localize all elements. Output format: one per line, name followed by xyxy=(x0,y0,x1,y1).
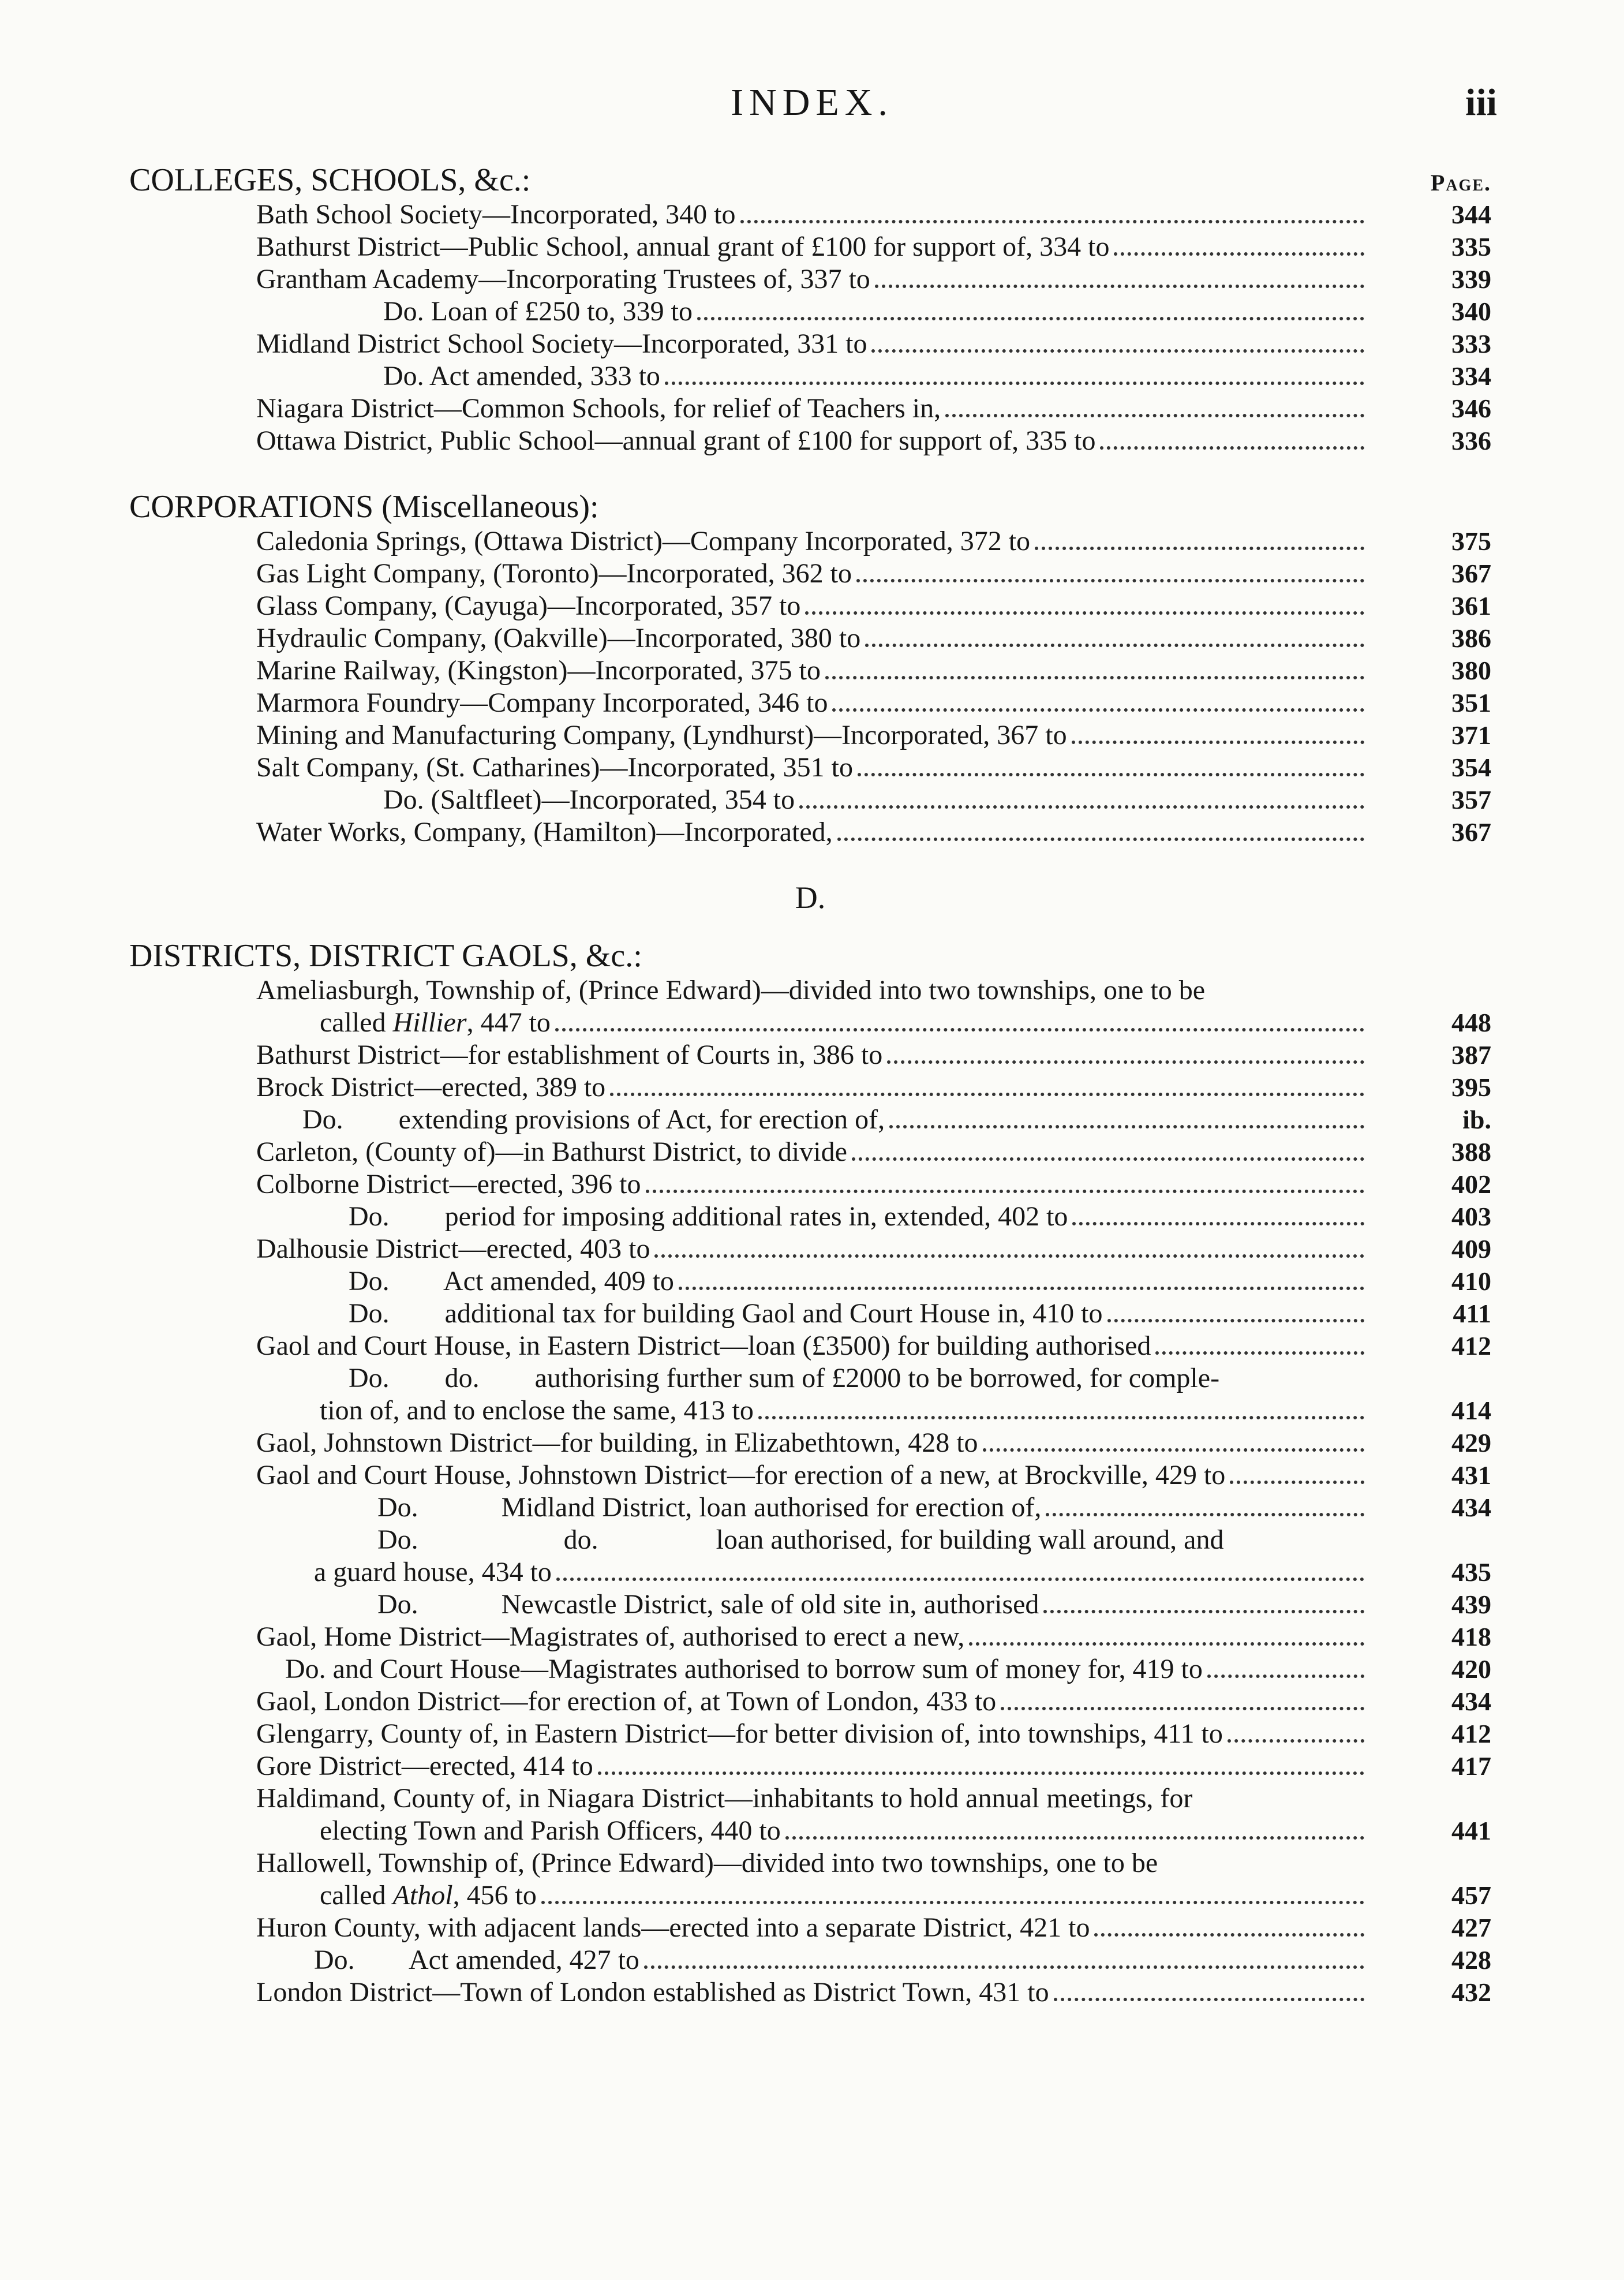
index-entry xyxy=(129,1492,1491,1524)
page-ref: 336 xyxy=(1451,426,1491,455)
dot-leader xyxy=(556,1578,1364,1581)
index-entry xyxy=(129,655,1491,687)
index-entry xyxy=(129,1039,1491,1071)
index-entry xyxy=(129,1685,1491,1718)
dot-leader xyxy=(945,414,1364,417)
page-column-label: Page. xyxy=(1430,170,1491,196)
section-heading: CORPORATIONS (Miscellaneous): xyxy=(129,489,599,525)
page-ref: 367 xyxy=(1451,559,1491,588)
page-ref: 380 xyxy=(1451,656,1491,685)
index-entry xyxy=(129,816,1491,849)
index-entry xyxy=(129,1879,1491,1912)
dot-leader xyxy=(858,773,1364,776)
index-entry xyxy=(129,231,1491,263)
entry-text: Ottawa District, Public School—annual grant of £100 for support of, 335 to xyxy=(256,425,1096,456)
index-entry xyxy=(129,1265,1491,1298)
entry-text: Marine Railway, (Kingston)—Incorporated, 375 to xyxy=(256,655,821,686)
dot-leader xyxy=(1114,252,1364,256)
section-corporations xyxy=(129,488,1491,849)
dot-leader xyxy=(541,1901,1364,1904)
page-ref: 411 xyxy=(1453,1299,1491,1328)
section-districts xyxy=(129,937,1491,2009)
entry-text: Do. do. loan authorised, for building wall around, and xyxy=(377,1524,1224,1555)
entry-text: electing Town and Parish Officers, 440 to xyxy=(320,1815,781,1846)
entry-text: Gas Light Company, (Toronto)—Incorporated, 362 to xyxy=(256,558,852,589)
index-entry xyxy=(129,1653,1491,1685)
page-ref: 339 xyxy=(1451,264,1491,294)
dot-leader xyxy=(865,644,1364,647)
entry-text-post: , 447 to xyxy=(466,1007,551,1038)
page-ref: 344 xyxy=(1451,200,1491,229)
dot-leader xyxy=(555,1028,1364,1031)
index-entry xyxy=(129,1071,1491,1104)
page-title: INDEX. xyxy=(731,81,893,124)
dot-leader xyxy=(758,1416,1364,1419)
page-ref: 429 xyxy=(1451,1428,1491,1457)
entry-text: London District—Town of London established as District Town, 431 to xyxy=(256,1977,1049,2008)
page-ref: 340 xyxy=(1451,297,1491,326)
dot-leader xyxy=(983,1448,1364,1452)
index-entry xyxy=(129,328,1491,360)
index-entry xyxy=(129,1168,1491,1201)
dot-leader xyxy=(679,1287,1364,1290)
entry-text: Do. (Saltfleet)—Incorporated, 354 to xyxy=(383,784,795,815)
page-ref: 402 xyxy=(1451,1169,1491,1199)
entry-text: Do. extending provisions of Act, for erection of, xyxy=(302,1104,885,1135)
entry-text: Colborne District—erected, 396 to xyxy=(256,1169,641,1199)
dot-leader xyxy=(875,285,1364,288)
page-ref: 371 xyxy=(1451,720,1491,750)
index-entry xyxy=(129,590,1491,622)
page-ref: 427 xyxy=(1451,1913,1491,1942)
index-entry xyxy=(129,199,1491,231)
dot-leader xyxy=(1035,547,1364,550)
page-ref: 414 xyxy=(1451,1396,1491,1425)
page-ref: 386 xyxy=(1451,623,1491,653)
entry-text: Do. Midland District, loan authorised for erection of, xyxy=(377,1492,1042,1523)
index-entry xyxy=(129,1718,1491,1750)
page-ref: 333 xyxy=(1451,329,1491,358)
entry-text xyxy=(320,1007,555,1039)
page-ref: 432 xyxy=(1451,1978,1491,2007)
page-ref: 410 xyxy=(1451,1266,1491,1296)
index-entry xyxy=(129,1621,1491,1653)
index-entry xyxy=(129,622,1491,655)
dot-leader xyxy=(1228,1739,1364,1743)
index-entry xyxy=(129,1588,1491,1621)
index-entry xyxy=(129,296,1491,328)
entry-text: Do. do. authorising further sum of £2000 to be borrowed, for comple- xyxy=(349,1363,1220,1393)
page-ref: 420 xyxy=(1451,1654,1491,1684)
index-entry xyxy=(129,1233,1491,1265)
entry-text: Gaol, London District—for erection of, at Town of London, 433 to xyxy=(256,1686,997,1717)
page-ref: 375 xyxy=(1451,526,1491,556)
page-ref: 395 xyxy=(1451,1072,1491,1102)
page-ref: 361 xyxy=(1451,591,1491,621)
entry-text: Do. period for imposing additional rates in, extended, 402 to xyxy=(349,1201,1068,1232)
page-number: iii xyxy=(1465,81,1497,124)
index-entry xyxy=(129,1298,1491,1330)
section-heading: COLLEGES, SCHOOLS, &c.: xyxy=(129,162,531,198)
page-header xyxy=(0,81,1624,133)
section-heading-row xyxy=(129,162,1491,199)
index-entry xyxy=(129,1427,1491,1459)
dot-leader xyxy=(1207,1675,1364,1678)
dot-leader xyxy=(1001,1707,1364,1710)
entry-text-pre: called xyxy=(320,1880,393,1911)
entry-text: Haldimand, County of, in Niagara District—inhabitants to hold annual meetings, for xyxy=(256,1783,1193,1814)
page-ref: 387 xyxy=(1451,1040,1491,1070)
page-ref: 428 xyxy=(1451,1945,1491,1975)
dot-leader xyxy=(740,220,1364,223)
index-entry xyxy=(129,1459,1491,1492)
page-ref: 417 xyxy=(1451,1751,1491,1781)
entry-text-italic: Hillier xyxy=(392,1007,467,1038)
dot-leader xyxy=(1072,741,1364,744)
dot-leader xyxy=(610,1093,1364,1096)
entry-text: Glass Company, (Cayuga)—Incorporated, 357 to xyxy=(256,590,801,621)
page-ref: 431 xyxy=(1451,1460,1491,1490)
entry-text: Dalhousie District—erected, 403 to xyxy=(256,1234,650,1264)
page-ref: 357 xyxy=(1451,785,1491,814)
index-entry xyxy=(129,784,1491,816)
entry-text: Do. Act amended, 427 to xyxy=(314,1945,639,1975)
page-ref: 351 xyxy=(1451,688,1491,717)
dot-leader xyxy=(1155,1351,1364,1355)
page-ref: 435 xyxy=(1451,1557,1491,1587)
entry-text: Bathurst District—Public School, annual grant of £100 for support of, 334 to xyxy=(256,231,1110,262)
entry-text: Mining and Manufacturing Company, (Lyndhurst)—Incorporated, 367 to xyxy=(256,720,1067,750)
entry-text: Bath School Society—Incorporated, 340 to xyxy=(256,199,736,230)
index-entry xyxy=(129,1750,1491,1782)
dot-leader xyxy=(1043,1610,1364,1613)
dot-leader xyxy=(805,611,1364,615)
index-entry xyxy=(129,752,1491,784)
index-entry xyxy=(129,1395,1491,1427)
index-entry xyxy=(129,1330,1491,1362)
page-ref: 418 xyxy=(1451,1622,1491,1651)
dot-leader xyxy=(697,317,1364,320)
entry-text-italic: Athol xyxy=(392,1880,453,1911)
page-ref: 448 xyxy=(1451,1008,1491,1037)
entry-text: tion of, and to enclose the same, 413 to xyxy=(320,1395,754,1426)
section-heading-row xyxy=(129,488,1491,525)
index-entry xyxy=(129,1815,1491,1847)
index-entry xyxy=(129,1944,1491,1976)
index-entry xyxy=(129,687,1491,719)
entry-text: Gaol, Johnstown District—for building, in Elizabethtown, 428 to xyxy=(256,1427,978,1458)
dot-leader xyxy=(969,1642,1364,1646)
page-ref: 412 xyxy=(1451,1719,1491,1748)
dot-leader xyxy=(825,676,1364,679)
dot-leader xyxy=(852,1157,1364,1161)
entry-text: Bathurst District—for establishment of Courts in, 386 to xyxy=(256,1040,883,1070)
entry-text: Do. and Court House—Magistrates authorised to borrow sum of money for, 419 to xyxy=(285,1654,1203,1684)
dot-leader xyxy=(644,1965,1364,1969)
dot-leader xyxy=(1054,1998,1364,2001)
entry-text: Midland District School Society—Incorporated, 331 to xyxy=(256,328,867,359)
entry-text: Grantham Academy—Incorporating Trustees of, 337 to xyxy=(256,264,870,294)
entry-text-post: , 456 to xyxy=(452,1880,537,1911)
page-ref: 403 xyxy=(1451,1202,1491,1231)
page-ref: 354 xyxy=(1451,753,1491,782)
page-ref: 388 xyxy=(1451,1137,1491,1167)
entry-text-pre: called xyxy=(320,1007,393,1038)
index-entry xyxy=(129,719,1491,752)
dot-leader xyxy=(837,838,1364,841)
entry-text: Gore District—erected, 414 to xyxy=(256,1751,593,1781)
index-entry xyxy=(129,1912,1491,1944)
entry-text: Water Works, Company, (Hamilton)—Incorporated, xyxy=(256,817,833,847)
dot-leader xyxy=(1100,446,1364,450)
page-ref: 334 xyxy=(1451,361,1491,391)
entry-text: Brock District—erected, 389 to xyxy=(256,1072,606,1102)
dot-leader xyxy=(1072,1222,1364,1225)
section-colleges xyxy=(129,162,1491,457)
dot-leader xyxy=(856,579,1364,582)
dot-leader xyxy=(665,382,1364,385)
index-entry xyxy=(129,1007,1491,1039)
entry-text: Caledonia Springs, (Ottawa District)—Company Incorporated, 372 to xyxy=(256,526,1031,556)
entry-text: Gaol and Court House, Johnstown District—for erection of a new, at Brockville, 429 to xyxy=(256,1460,1226,1490)
dot-leader xyxy=(799,805,1364,809)
dot-leader xyxy=(889,1125,1364,1128)
dot-leader xyxy=(785,1836,1364,1840)
dot-leader xyxy=(1046,1513,1364,1516)
dot-leader xyxy=(598,1771,1364,1775)
dot-leader xyxy=(646,1190,1365,1193)
index-entry xyxy=(129,425,1491,457)
entry-text: Gaol, Home District—Magistrates of, authorised to erect a new, xyxy=(256,1621,965,1652)
dot-leader xyxy=(832,708,1364,712)
page-ref: 434 xyxy=(1451,1687,1491,1716)
page-ref: 439 xyxy=(1451,1590,1491,1619)
entry-text: Glengarry, County of, in Eastern District—for better division of, into townships, 411 to xyxy=(256,1718,1223,1749)
index-entry xyxy=(129,1104,1491,1136)
letter-heading: D. xyxy=(795,880,826,915)
entry-text: Do. Newcastle District, sale of old site in, authorised xyxy=(377,1589,1039,1620)
index-content xyxy=(129,162,1491,2040)
index-entry xyxy=(129,393,1491,425)
entry-text: Do. Act amended, 409 to xyxy=(349,1266,674,1296)
page-ref: 412 xyxy=(1451,1331,1491,1360)
entry-text: Huron County, with adjacent lands—erected into a separate District, 421 to xyxy=(256,1912,1090,1943)
entry-text: Salt Company, (St. Catharines)—Incorporated, 351 to xyxy=(256,752,854,783)
page-ref: 335 xyxy=(1451,232,1491,261)
entry-text: Hallowell, Township of, (Prince Edward)—divided into two townships, one to be xyxy=(256,1848,1158,1878)
entry-text: Hydraulic Company, (Oakville)—Incorporated, 380 to xyxy=(256,623,861,653)
entry-text: a guard house, 434 to xyxy=(314,1557,552,1587)
dot-leader xyxy=(1094,1933,1364,1937)
index-entry xyxy=(129,360,1491,393)
entry-text: Gaol and Court House, in Eastern District—loan (£3500) for building authorised xyxy=(256,1330,1151,1361)
dot-leader xyxy=(871,349,1364,353)
page-ref: 457 xyxy=(1451,1881,1491,1910)
section-heading: DISTRICTS, DISTRICT GAOLS, &c.: xyxy=(129,938,642,974)
page-ref: ib. xyxy=(1462,1105,1491,1134)
entry-text: Do. additional tax for building Gaol and Court House in, 410 to xyxy=(349,1298,1103,1329)
page-ref: 441 xyxy=(1451,1816,1491,1845)
entry-text: Marmora Foundry—Company Incorporated, 346 to xyxy=(256,687,828,718)
page-ref: 346 xyxy=(1451,394,1491,423)
page-ref: 367 xyxy=(1451,817,1491,847)
index-entry xyxy=(129,1201,1491,1233)
dot-leader xyxy=(1107,1319,1365,1322)
dot-leader xyxy=(1230,1481,1364,1484)
entry-text: Do. Act amended, 333 to xyxy=(383,361,660,391)
entry-text: Do. Loan of £250 to, 339 to xyxy=(383,296,693,327)
page-ref: 409 xyxy=(1451,1234,1491,1264)
entry-text: Niagara District—Common Schools, for relief of Teachers in, xyxy=(256,393,941,424)
entry-text xyxy=(320,1879,541,1912)
page-ref: 434 xyxy=(1451,1493,1491,1522)
dot-leader xyxy=(887,1060,1364,1064)
index-entry xyxy=(129,1136,1491,1168)
entry-text: Ameliasburgh, Township of, (Prince Edward)—divided into two townships, one to be xyxy=(256,975,1205,1006)
index-entry xyxy=(129,1556,1491,1588)
entry-text: Carleton, (County of)—in Bathurst District, to divide xyxy=(256,1137,847,1167)
index-entry xyxy=(129,263,1491,296)
index-entry xyxy=(129,1976,1491,2009)
index-entry xyxy=(129,525,1491,558)
section-heading-row xyxy=(129,937,1491,974)
dot-leader xyxy=(654,1254,1364,1258)
index-entry xyxy=(129,558,1491,590)
